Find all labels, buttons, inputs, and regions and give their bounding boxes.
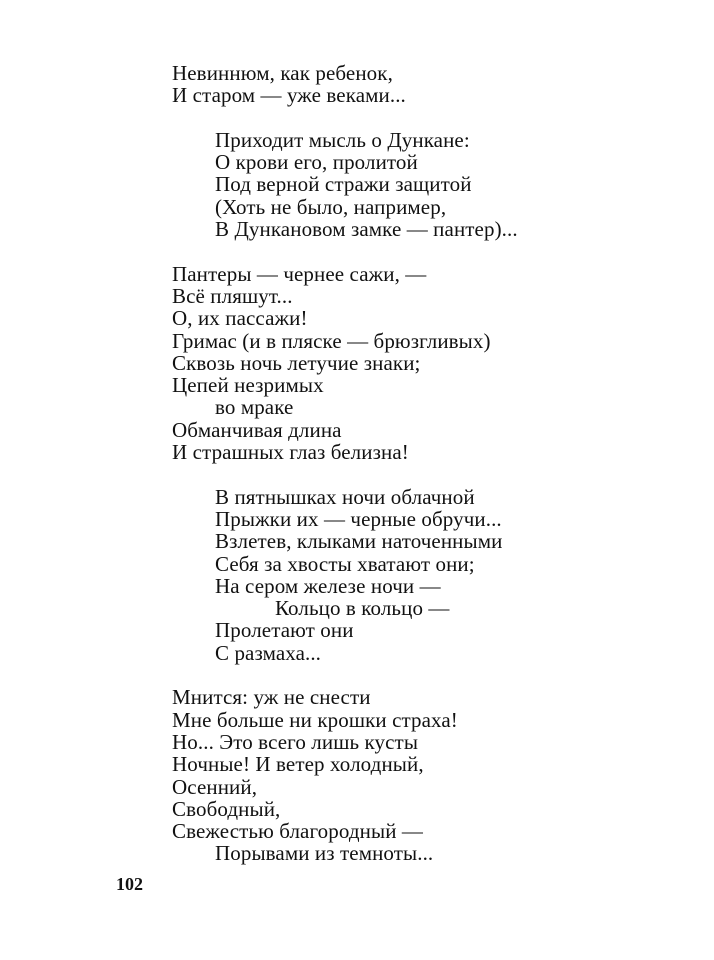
poem-line: (Хоть не было, например,	[215, 194, 447, 219]
poem-text	[172, 62, 692, 865]
poem-line: Свободный,	[172, 796, 281, 821]
poem-line: Но... Это всего лишь кусты	[172, 729, 419, 754]
poem-line: Гримас (и в пляске — брюзгливых)	[172, 328, 491, 353]
poem-line: В пятнышках ночи облачной	[215, 484, 475, 509]
poem-line: Сквозь ночь летучие знаки;	[172, 350, 421, 375]
poem-line: Приходит мысль о Дункане:	[215, 127, 470, 152]
poem-line: О крови его, пролитой	[215, 150, 418, 175]
poem-line: Себя за хвосты хватают они;	[215, 551, 475, 576]
poem-line: Осенний,	[172, 774, 258, 799]
poem-line: На сером железе ночи —	[215, 573, 441, 598]
poem-line: Порывами из темноты...	[215, 841, 434, 866]
stanza-gap	[172, 240, 692, 262]
stanza-gap	[172, 463, 692, 485]
poem-line: И старом — уже веками...	[172, 83, 406, 108]
poem-line: Ночные! И ветер холодный,	[172, 752, 424, 777]
poem-line: Всё пляшут...	[172, 283, 293, 308]
poem-line: Невиннюм, как ребенок,	[172, 61, 393, 85]
poem-line: Цепей незримых	[172, 373, 324, 398]
poem-line: О, их пассажи!	[172, 306, 308, 331]
poem-line: Прыжки их — черные обручи...	[215, 506, 502, 531]
poem-line: Мне больше ни крошки страха!	[172, 707, 458, 732]
stanza-gap	[172, 664, 692, 686]
poem-line: В Дункановом замке — пантер)...	[215, 217, 518, 242]
stanza-gap	[172, 107, 692, 129]
poem-line: Мнится: уж не снести	[172, 685, 371, 710]
poem-line: Пролетают они	[215, 618, 354, 643]
poem-line: С размаха...	[215, 640, 322, 665]
poem-line: И страшных глаз белизна!	[172, 440, 409, 465]
poem-line: Обманчивая длина	[172, 417, 342, 442]
poem-line: Свежестью благородный —	[172, 819, 423, 844]
poem-line: Пантеры — чернее сажи, —	[172, 261, 427, 286]
poem-line: Кольцо в кольцо —	[275, 596, 450, 621]
page-number: 102	[116, 874, 143, 894]
poem-line: Взлетев, клыками наточенными	[215, 529, 503, 554]
poem-line: Под верной стражи защитой	[215, 172, 472, 197]
poem-line: во мраке	[215, 395, 294, 420]
